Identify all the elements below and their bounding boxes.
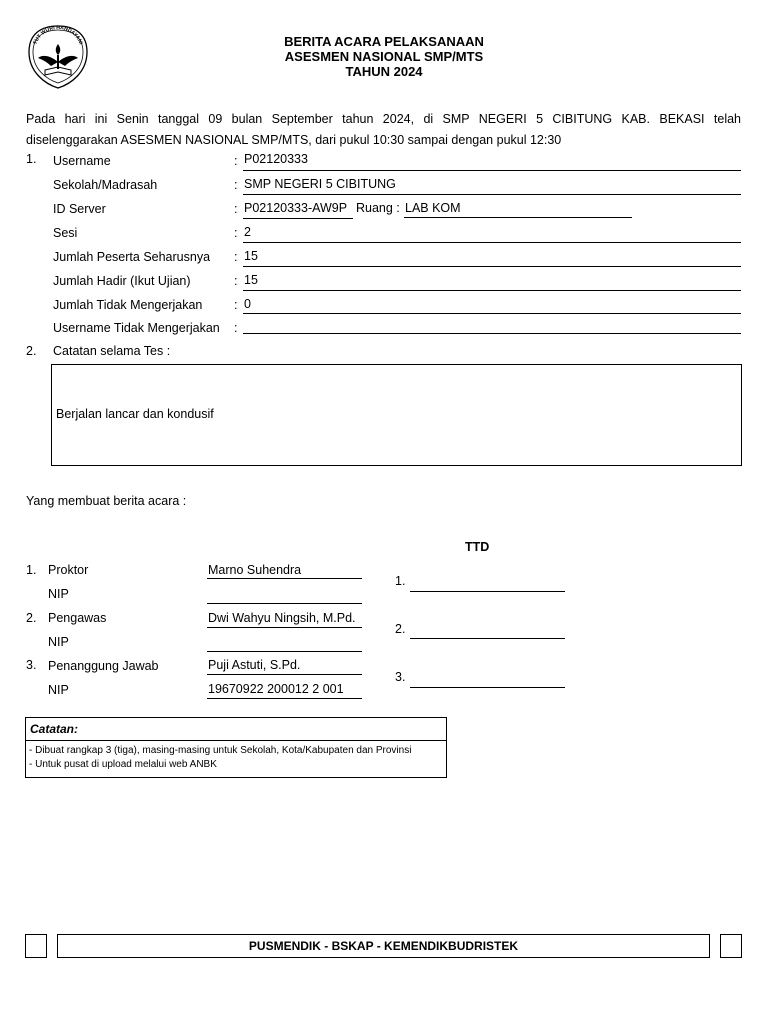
field-value-sesi: 2 bbox=[244, 225, 251, 239]
signer-number: 2. bbox=[26, 611, 37, 625]
field-colon: : bbox=[234, 321, 238, 335]
field-underline bbox=[243, 194, 741, 195]
field-colon: : bbox=[234, 226, 238, 240]
field-label-username: Username bbox=[53, 154, 111, 168]
ruang-label: Ruang : bbox=[356, 201, 400, 215]
footer-right-square bbox=[720, 934, 742, 958]
field-underline bbox=[243, 266, 741, 267]
field-value-jumlah-peserta: 15 bbox=[244, 249, 258, 263]
signer-nip-underline bbox=[207, 651, 362, 652]
signers-intro: Yang membuat berita acara : bbox=[26, 494, 187, 508]
field-value-username: P02120333 bbox=[244, 152, 308, 166]
field-colon: : bbox=[234, 202, 238, 216]
signer-name-penanggung-jawab: Puji Astuti, S.Pd. bbox=[208, 658, 301, 672]
field-colon: : bbox=[234, 298, 238, 312]
doc-title-line3: TAHUN 2024 bbox=[345, 64, 423, 79]
ruang-value: LAB KOM bbox=[405, 201, 461, 215]
field-underline bbox=[243, 170, 741, 171]
signer-name-underline bbox=[207, 627, 362, 628]
signer-number: 3. bbox=[26, 658, 37, 672]
field-colon: : bbox=[234, 178, 238, 192]
signer-role-proktor: Proktor bbox=[48, 563, 89, 577]
field-underline bbox=[243, 290, 741, 291]
ruang-underline bbox=[404, 217, 632, 218]
field-underline bbox=[243, 333, 741, 334]
signer-name-proktor: Marno Suhendra bbox=[208, 563, 302, 577]
field-label-jumlah-hadir: Jumlah Hadir (Ikut Ujian) bbox=[53, 274, 191, 288]
signer-name-underline bbox=[207, 674, 362, 675]
catatan-box bbox=[25, 717, 447, 778]
signer-name-underline bbox=[207, 578, 362, 579]
sig-number: 3. bbox=[395, 670, 406, 684]
ttd-heading: TTD bbox=[465, 540, 490, 554]
nip-label: NIP bbox=[48, 587, 69, 601]
signer-role-pengawas: Pengawas bbox=[48, 611, 107, 625]
logo-text: TUT WURI HANDAYANI bbox=[32, 24, 84, 46]
test-notes-text: Berjalan lancar dan kondusif bbox=[56, 407, 214, 421]
field-underline bbox=[243, 218, 353, 219]
catatan-line: - Untuk pusat di upload melalui web ANBK bbox=[29, 759, 217, 770]
field-colon: : bbox=[234, 250, 238, 264]
signer-name-pengawas: Dwi Wahyu Ningsih, M.Pd. bbox=[208, 611, 356, 625]
field-label-id-server: ID Server bbox=[53, 202, 106, 216]
catatan-line: - Dibuat rangkap 3 (tiga), masing-masing untuk Sekolah, Kota/Kabupaten dan Provinsi bbox=[29, 745, 412, 756]
catatan-title: Catatan: bbox=[26, 718, 446, 741]
signer-nip-underline bbox=[207, 603, 362, 604]
doc-title-line2: ASESMEN NASIONAL SMP/MTS bbox=[284, 49, 484, 64]
field-label-sesi: Sesi bbox=[53, 226, 78, 240]
field-colon: : bbox=[234, 154, 238, 168]
field-underline bbox=[243, 242, 741, 243]
sig-number: 2. bbox=[395, 622, 406, 636]
signature-line-penanggung-jawab bbox=[410, 687, 565, 688]
field-label-sekolah: Sekolah/Madrasah bbox=[53, 178, 158, 192]
field-label-tidak-mengerjakan: Jumlah Tidak Mengerjakan bbox=[53, 298, 203, 312]
field-label-username-tidak-mengerjakan: Username Tidak Mengerjakan bbox=[53, 321, 220, 335]
intro-line2: diselenggarakan ASESMEN NASIONAL SMP/MTS, dari pukul 10:30 sampai dengan pukul 12:30 bbox=[26, 133, 562, 147]
section2-number: 2. bbox=[26, 344, 37, 358]
field-value-tidak-mengerjakan: 0 bbox=[244, 297, 251, 311]
field-label-jumlah-peserta: Jumlah Peserta Seharusnya bbox=[53, 250, 211, 264]
sig-number: 1. bbox=[395, 574, 406, 588]
signer-role-penanggung-jawab: Penanggung Jawab bbox=[48, 659, 159, 673]
field-underline bbox=[243, 313, 741, 314]
signer-nip-underline bbox=[207, 698, 362, 699]
signature-line-proktor bbox=[410, 591, 565, 592]
field-value-id-server: P02120333-AW9P bbox=[244, 201, 348, 215]
field-value-jumlah-hadir: 15 bbox=[244, 273, 258, 287]
test-notes-box bbox=[51, 364, 742, 466]
nip-label: NIP bbox=[48, 683, 69, 697]
field-value-sekolah: SMP NEGERI 5 CIBITUNG bbox=[244, 177, 396, 191]
footer-label: PUSMENDIK - BSKAP - KEMENDIKBUDRISTEK bbox=[57, 934, 710, 958]
signer-number: 1. bbox=[26, 563, 37, 577]
doc-title-line1: BERITA ACARA PELAKSANAAN bbox=[284, 34, 484, 49]
section2-label: Catatan selama Tes : bbox=[53, 344, 171, 358]
intro-paragraph bbox=[26, 109, 741, 151]
signer-nip-penanggung-jawab: 19670922 200012 2 001 bbox=[208, 682, 344, 696]
signature-line-pengawas bbox=[410, 638, 565, 639]
field-colon: : bbox=[234, 274, 238, 288]
nip-label: NIP bbox=[48, 635, 69, 649]
footer-left-square bbox=[25, 934, 47, 958]
section1-number: 1. bbox=[26, 152, 37, 166]
intro-line1: Pada hari ini Senin tanggal 09 bulan September tahun 2024, di SMP NEGERI 5 CIBITUNG KAB. BEKASI telah bbox=[26, 112, 741, 126]
